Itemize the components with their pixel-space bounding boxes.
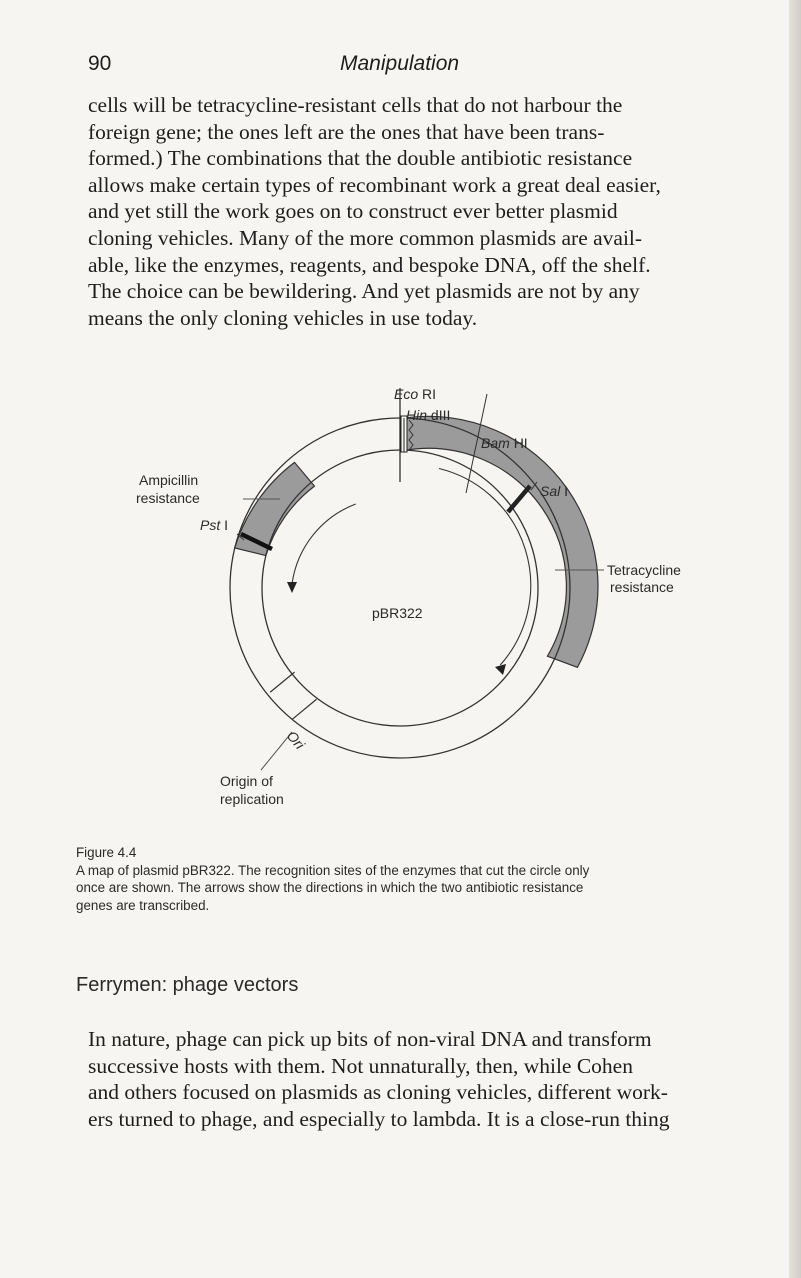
caption-label: Figure 4.4 — [76, 845, 137, 860]
origin-label-line2: replication — [220, 791, 284, 807]
pst-i-label: Pst I — [200, 517, 229, 533]
text-line: and yet still the work goes on to construct ever better plasmid — [88, 199, 618, 224]
origin-box — [270, 672, 316, 719]
text-line: ers turned to phage, and especially to lambda. It is a close-run thing — [88, 1106, 670, 1131]
text-line: cells will be tetracycline-resistant cells that do not harbour the — [88, 93, 623, 117]
plasmid-map-figure — [0, 380, 801, 820]
text-line: successive hosts with them. Not unnaturally, then, while Cohen — [88, 1053, 633, 1078]
text-line: means the only cloning vehicles in use today. — [88, 305, 478, 330]
text-line: able, like the enzymes, reagents, and bespoke DNA, off the shelf. — [88, 252, 651, 277]
ori-label: Ori — [283, 727, 308, 753]
caption-line: genes are transcribed. — [76, 897, 210, 913]
plasmid-name-label: pBR322 — [372, 605, 423, 621]
tetracycline-arrowhead — [495, 664, 506, 675]
body-paragraph-1 — [88, 92, 728, 331]
text-line: foreign gene; the ones left are the ones that have been trans- — [88, 119, 605, 144]
eco-ri-label: Eco RI — [394, 386, 437, 402]
ampicillin-arrowhead — [287, 582, 297, 593]
ampicillin-transcription-arrow — [292, 504, 356, 584]
origin-label-line1: Origin of — [220, 773, 273, 789]
tetracycline-label-line2: resistance — [610, 579, 674, 595]
plasmid-map-svg — [0, 380, 801, 820]
text-line: and others focused on plasmids as cloning vehicles, different work- — [88, 1080, 668, 1105]
running-title: Manipulation — [340, 52, 460, 75]
caption-line: A map of plasmid pBR322. The recognition sites of the enzymes that cut the circle only — [76, 862, 590, 878]
text-line: allows make certain types of recombinant work a great deal easier, — [88, 172, 661, 197]
text-line: The choice can be bewildering. And yet plasmids are not by any — [88, 279, 640, 304]
page-number: 90 — [88, 52, 112, 75]
sal-i-site-marker — [508, 486, 530, 512]
ampicillin-gene-block — [235, 462, 315, 555]
text-line: formed.) The combinations that the double antibiotic resistance — [88, 146, 633, 171]
caption-line: once are shown. The arrows show the directions in which the two antibiotic resistance — [76, 880, 584, 895]
section-heading: Ferrymen: phage vectors — [76, 974, 299, 996]
bam-hi-label: Bam HI — [481, 435, 528, 451]
text-line: cloning vehicles. Many of the more common plasmids are avail- — [88, 225, 643, 250]
figure-caption — [76, 844, 736, 914]
ampicillin-label-line1: Ampicillin — [139, 472, 199, 488]
running-header — [88, 52, 728, 80]
body-paragraph-2 — [88, 1026, 728, 1132]
tetracycline-label-line1: Tetracycline — [607, 562, 681, 578]
sal-i-label: Sal I — [540, 483, 569, 499]
text-line: In nature, phage can pick up bits of non-viral DNA and transform — [88, 1027, 652, 1051]
hind-iii-label: Hin dIII — [406, 407, 451, 423]
ampicillin-label-line2: resistance — [136, 490, 200, 506]
